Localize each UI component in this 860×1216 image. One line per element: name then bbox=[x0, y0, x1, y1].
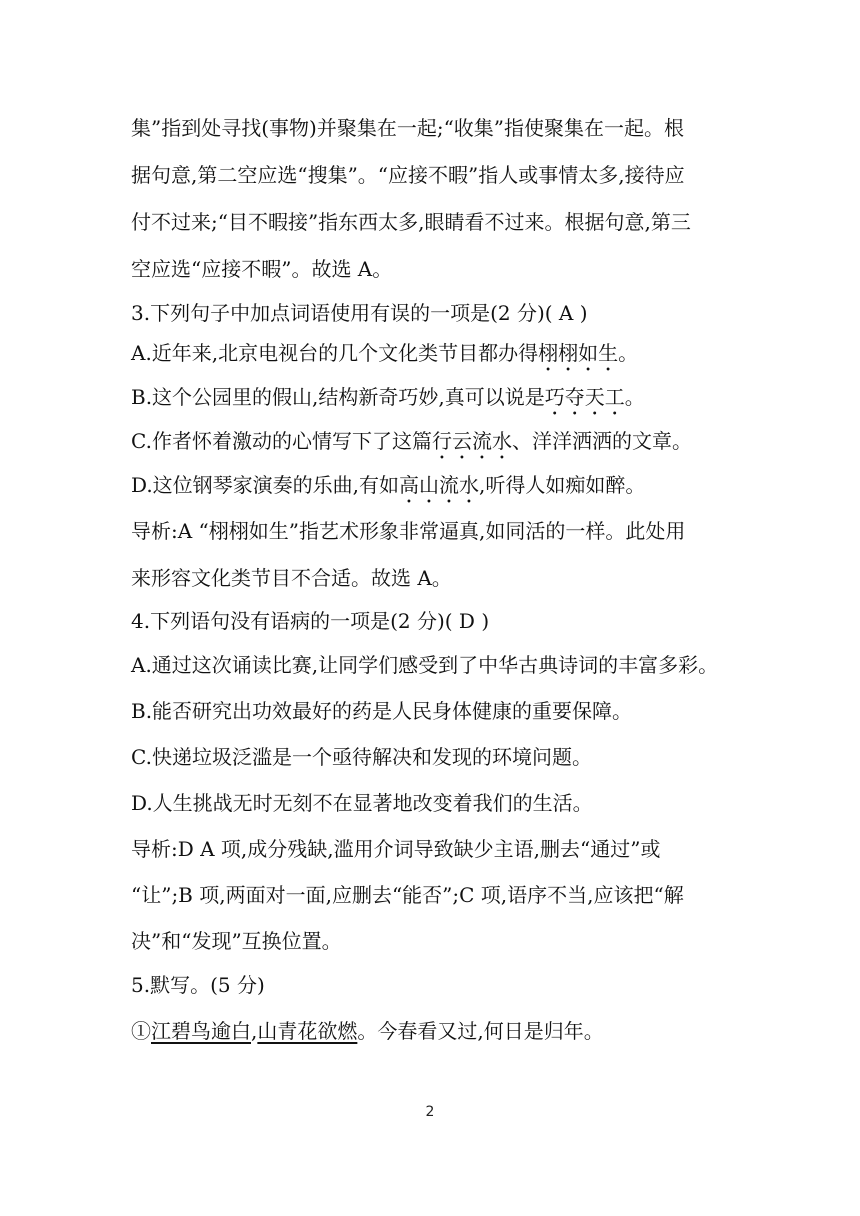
question-4-analysis: 导析:D A 项,成分残缺,滥用介词导致缺少主语,删去“通过”或 bbox=[131, 837, 661, 861]
separator: , bbox=[251, 1019, 258, 1043]
question-4-analysis: 决”和“发现”互换位置。 bbox=[131, 929, 342, 953]
poem-text: 。今春看又过,何日是归年。 bbox=[357, 1019, 604, 1043]
option-text: 、洋洋洒洒的文章。 bbox=[511, 429, 692, 453]
question-5-line-1 bbox=[131, 1017, 741, 1045]
question-4-option-d: D.人生挑战无时无刻不在显著地改变着我们的生活。 bbox=[131, 791, 593, 815]
item-number: ① bbox=[131, 1019, 151, 1043]
question-3-option-d bbox=[131, 471, 741, 508]
option-text: C.作者怀着激动的心情写下了这篇 bbox=[131, 429, 432, 453]
question-3-option-a bbox=[131, 339, 741, 376]
question-4-stem: 4.下列语句没有语病的一项是(2 分)( D ) bbox=[131, 609, 490, 633]
question-4-option-c: C.快递垃圾泛滥是一个亟待解决和发现的环境问题。 bbox=[131, 745, 592, 769]
question-4-analysis: “让”;B 项,两面对一面,应删去“能否”;C 项,语序不当,应该把“解 bbox=[131, 883, 684, 907]
option-text: 。 bbox=[618, 341, 639, 365]
dotted-phrase: 巧夺天工 bbox=[544, 385, 625, 409]
option-text: B.这个公园里的假山,结构新奇巧妙,真可以说是 bbox=[131, 385, 545, 409]
dotted-phrase: 高山流水 bbox=[399, 473, 480, 497]
dotted-phrase: 栩栩如生 bbox=[538, 341, 619, 365]
underlined-answer: 江碧鸟逾白 bbox=[151, 1019, 251, 1043]
question-4-option-a: A.通过这次诵读比赛,让同学们感受到了中华古典诗词的丰富多彩。 bbox=[131, 653, 719, 677]
text-line: 付不过来;“目不暇接”指东西太多,眼睛看不过来。根据句意,第三 bbox=[131, 210, 691, 234]
question-3-option-b bbox=[131, 383, 741, 420]
question-3-option-c bbox=[131, 427, 741, 464]
option-text: 。 bbox=[624, 385, 645, 409]
option-text: D.这位钢琴家演奏的乐曲,有如 bbox=[131, 473, 400, 497]
option-text: A.近年来,北京电视台的几个文化类节目都办得 bbox=[131, 341, 539, 365]
question-3-analysis: 来形容文化类节目不合适。故选 A。 bbox=[131, 566, 452, 590]
question-3-stem: 3.下列句子中加点词语使用有误的一项是(2 分)( A ) bbox=[131, 301, 588, 325]
text-line: 集”指到处寻找(事物)并聚集在一起;“收集”指使聚集在一起。根 bbox=[131, 116, 685, 140]
underlined-answer: 山青花欲燃 bbox=[257, 1019, 358, 1043]
question-5-stem: 5.默写。(5 分) bbox=[131, 973, 265, 997]
page-number: 2 bbox=[425, 1104, 435, 1120]
text-line: 空应选“应接不暇”。故选 A。 bbox=[131, 257, 393, 281]
text-line: 据句意,第二空应选“搜集”。“应接不暇”指人或事情太多,接待应 bbox=[131, 163, 685, 187]
question-4-option-b: B.能否研究出功效最好的药是人民身体健康的重要保障。 bbox=[131, 699, 633, 723]
dotted-phrase: 行云流水 bbox=[431, 429, 512, 453]
question-3-analysis: 导析:A “栩栩如生”指艺术形象非常逼真,如同活的一样。此处用 bbox=[131, 519, 686, 543]
option-text: ,听得人如痴如醉。 bbox=[479, 473, 646, 497]
